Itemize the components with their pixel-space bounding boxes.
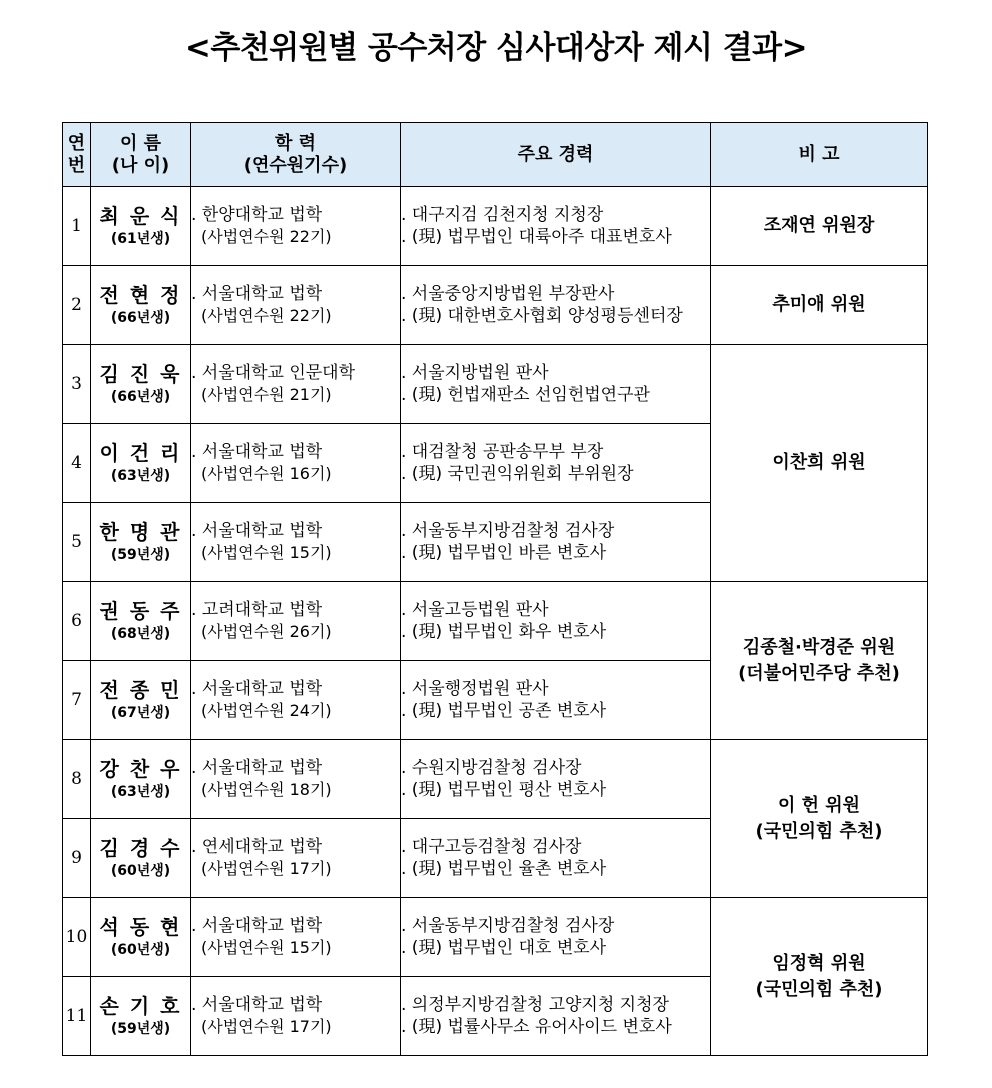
candidate-age: (63년생)	[110, 468, 171, 484]
career-cell	[401, 977, 711, 1056]
education-cell	[191, 898, 401, 977]
education-class: (사법연수원 15기)	[201, 938, 332, 957]
career-cell	[401, 819, 711, 898]
education-class: (사법연수원 26기)	[201, 622, 332, 641]
education-class: (사법연수원 16기)	[201, 464, 332, 483]
career-item: . 서울고등법원 판사	[401, 600, 549, 620]
education-school: . 서울대학교 인문대학	[191, 363, 356, 383]
education-cell	[191, 582, 401, 661]
row-number: 7	[63, 661, 91, 740]
row-number: 5	[63, 503, 91, 582]
education-class: (사법연수원 22기)	[201, 227, 332, 246]
career-item: . 서울동부지방검찰청 검사장	[401, 521, 615, 541]
career-item: . (現) 법무법인 바른 변호사	[401, 543, 607, 563]
row-number: 4	[63, 424, 91, 503]
career-item: . (現) 법률사무소 유어사이드 변호사	[401, 1017, 672, 1037]
education-class: (사법연수원 18기)	[201, 780, 332, 799]
career-cell	[401, 898, 711, 977]
career-item: . 서울동부지방검찰청 검사장	[401, 916, 615, 936]
education-school: . 고려대학교 법학	[191, 600, 323, 620]
career-item: . (現) 법무법인 공존 변호사	[401, 701, 607, 721]
candidate-name: 전 현 정	[99, 283, 182, 307]
table-row	[63, 740, 928, 819]
education-school: . 한양대학교 법학	[191, 205, 323, 225]
table-header-row	[63, 123, 928, 187]
candidate-name: 한 명 관	[99, 520, 182, 544]
education-class: (사법연수원 17기)	[201, 1017, 332, 1036]
candidate-name-cell	[91, 898, 191, 977]
row-number: 10	[63, 898, 91, 977]
career-item: . 대구고등검찰청 검사장	[401, 837, 582, 857]
table-row	[63, 898, 928, 977]
education-school: . 서울대학교 법학	[191, 521, 323, 541]
career-item: . 대검찰청 공판송무부 부장	[401, 442, 604, 462]
candidate-name-cell	[91, 740, 191, 819]
table-row	[63, 266, 928, 345]
education-class: (사법연수원 15기)	[201, 543, 332, 562]
career-item: . (現) 대한변호사협회 양성평등센터장	[401, 306, 683, 326]
candidate-age: (68년생)	[110, 626, 171, 642]
education-cell	[191, 819, 401, 898]
career-item: . 서울행정법원 판사	[401, 679, 549, 699]
recommender-note: 이찬희 위원	[711, 345, 928, 582]
career-item: . 서울중앙지방법원 부장판사	[401, 284, 615, 304]
candidate-age: (60년생)	[110, 942, 171, 958]
recommender-note: 이 헌 위원 (국민의힘 추천)	[711, 740, 928, 898]
education-school: . 서울대학교 법학	[191, 916, 323, 936]
candidate-name-cell	[91, 661, 191, 740]
candidate-age: (59년생)	[110, 547, 171, 563]
table-row	[63, 345, 928, 424]
career-item: . (現) 법무법인 대륙아주 대표변호사	[401, 227, 672, 247]
career-item: . (現) 국민권익위원회 부위원장	[401, 464, 634, 484]
header-name: 이 름 (나 이)	[91, 123, 191, 187]
row-number: 9	[63, 819, 91, 898]
career-cell	[401, 661, 711, 740]
education-cell	[191, 187, 401, 266]
candidate-name-cell	[91, 424, 191, 503]
candidate-name-cell	[91, 582, 191, 661]
candidate-name-cell	[91, 503, 191, 582]
candidate-name-cell	[91, 187, 191, 266]
career-cell	[401, 187, 711, 266]
education-cell	[191, 661, 401, 740]
education-school: . 서울대학교 법학	[191, 284, 323, 304]
candidate-name: 손 기 호	[99, 994, 182, 1018]
career-cell	[401, 740, 711, 819]
candidate-age: (66년생)	[110, 310, 171, 326]
candidate-name: 강 찬 우	[99, 757, 182, 781]
candidate-table	[62, 122, 928, 1056]
recommender-note: 추미애 위원	[711, 266, 928, 345]
header-note: 비 고	[711, 123, 928, 187]
career-item: . (現) 헌법재판소 선임헌법연구관	[401, 385, 650, 405]
candidate-name: 김 경 수	[99, 836, 182, 860]
education-class: (사법연수원 17기)	[201, 859, 332, 878]
education-class: (사법연수원 22기)	[201, 306, 332, 325]
row-number: 11	[63, 977, 91, 1056]
career-item: . 서울지방법원 판사	[401, 363, 549, 383]
education-school: . 서울대학교 법학	[191, 442, 323, 462]
education-cell	[191, 977, 401, 1056]
career-item: . 의정부지방검찰청 고양지청 지청장	[401, 995, 669, 1015]
education-school: . 연세대학교 법학	[191, 837, 323, 857]
education-class: (사법연수원 21기)	[201, 385, 332, 404]
career-cell	[401, 266, 711, 345]
candidate-age: (59년생)	[110, 1021, 171, 1037]
row-number: 1	[63, 187, 91, 266]
candidate-name-cell	[91, 977, 191, 1056]
table-row	[63, 187, 928, 266]
recommender-note: 조재연 위원장	[711, 187, 928, 266]
career-item: . 대구지검 김천지청 지청장	[401, 205, 604, 225]
education-cell	[191, 266, 401, 345]
header-num: 연 번	[63, 123, 91, 187]
candidate-name: 전 종 민	[99, 678, 182, 702]
career-item: . (現) 법무법인 평산 변호사	[401, 780, 607, 800]
recommender-note: 임정혁 위원 (국민의힘 추천)	[711, 898, 928, 1056]
table-row	[63, 582, 928, 661]
candidate-age: (67년생)	[110, 705, 171, 721]
row-number: 2	[63, 266, 91, 345]
career-item: . (現) 법무법인 대호 변호사	[401, 938, 607, 958]
candidate-name: 권 동 주	[99, 599, 182, 623]
candidate-name-cell	[91, 345, 191, 424]
candidate-name-cell	[91, 266, 191, 345]
header-education: 학 력 (연수원기수)	[191, 123, 401, 187]
candidate-name: 최 운 식	[99, 204, 182, 228]
candidate-name-cell	[91, 819, 191, 898]
candidate-age: (61년생)	[110, 231, 171, 247]
education-school: . 서울대학교 법학	[191, 758, 323, 778]
education-cell	[191, 740, 401, 819]
candidate-age: (60년생)	[110, 863, 171, 879]
candidate-age: (66년생)	[110, 389, 171, 405]
career-cell	[401, 582, 711, 661]
education-school: . 서울대학교 법학	[191, 995, 323, 1015]
education-cell	[191, 503, 401, 582]
candidate-name: 이 건 리	[99, 441, 182, 465]
candidate-name: 석 동 현	[99, 915, 182, 939]
row-number: 6	[63, 582, 91, 661]
career-cell	[401, 424, 711, 503]
career-cell	[401, 345, 711, 424]
candidate-age: (63년생)	[110, 784, 171, 800]
education-class: (사법연수원 24기)	[201, 701, 332, 720]
row-number: 3	[63, 345, 91, 424]
education-cell	[191, 424, 401, 503]
education-school: . 서울대학교 법학	[191, 679, 323, 699]
career-item: . 수원지방검찰청 검사장	[401, 758, 582, 778]
recommender-note: 김종철·박경준 위원 (더불어민주당 추천)	[711, 582, 928, 740]
career-cell	[401, 503, 711, 582]
education-cell	[191, 345, 401, 424]
career-item: . (現) 법무법인 화우 변호사	[401, 622, 607, 642]
row-number: 8	[63, 740, 91, 819]
candidate-name: 김 진 욱	[99, 362, 182, 386]
page-title: <추천위원별 공수처장 심사대상자 제시 결과>	[184, 30, 808, 66]
header-career: 주요 경력	[401, 123, 711, 187]
career-item: . (現) 법무법인 율촌 변호사	[401, 859, 607, 879]
